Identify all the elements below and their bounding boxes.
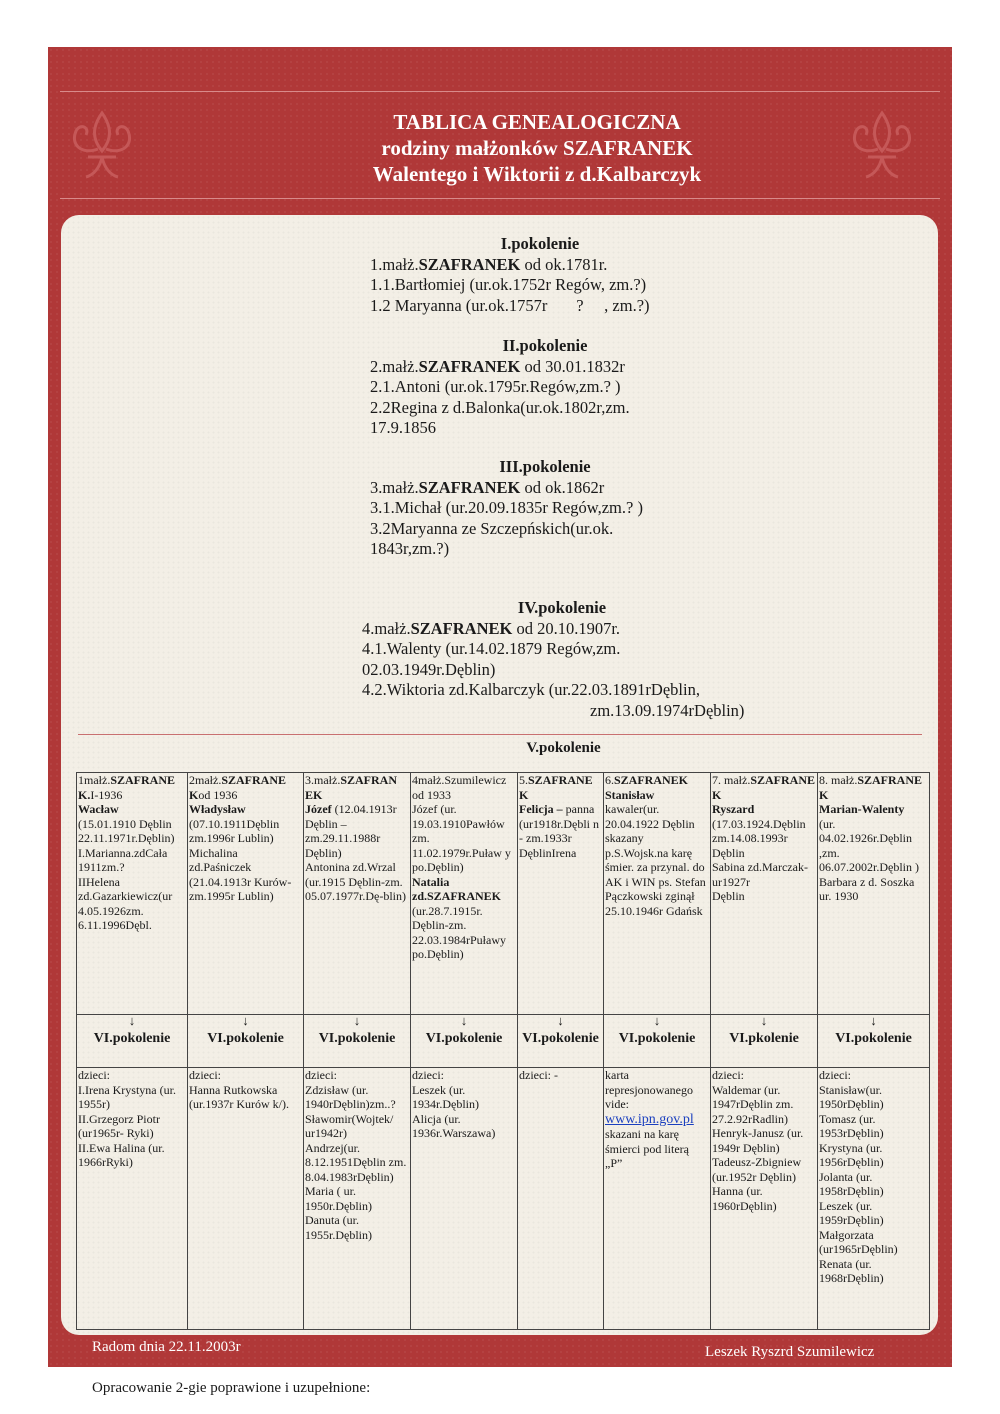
edition-note: Opracowanie 2-gie poprawione i uzupełnione:	[92, 1380, 371, 1396]
generation-6-row	[77, 1068, 930, 1330]
place-date: Radom dnia 22.11.2003r	[92, 1339, 241, 1355]
generation-line: 1843r,zm.?)	[370, 539, 450, 558]
vi-cell: dzieci: Zdzisław (ur. 1940rDęblin)zm..? Sławomir(Wojtek/ ur1942r) Andrzej(ur. 8.12.1951Dęblin zm. 8.04.1983rDęblin) Maria ( ur. 1950r.Dęblin) Danuta (ur. 1955r.Dęblin)	[304, 1068, 411, 1330]
v-cell: 7. małż.SZAFRANE K Ryszard (17.03.1924.Dęblin zm.14.08.1993r Dęblin Sabina zd.Marczak-ur1927r Dęblin	[711, 773, 818, 1015]
down-arrow-icon: ↓	[760, 1014, 768, 1028]
header-bottom-rule	[60, 198, 940, 199]
title-line-3: Walentego i Wiktorii z d.Kalbarczyk	[372, 162, 702, 186]
generation-5-row	[77, 773, 930, 1015]
down-arrow-icon: ↓	[242, 1014, 249, 1028]
generation-line: 2.małż.SZAFRANEK od 30.01.1832r	[370, 356, 625, 376]
section-divider	[78, 734, 922, 735]
generation-1	[370, 234, 670, 316]
generation-line: 3.2Maryanna ze Szczepńskich(ur.ok.	[370, 518, 614, 538]
generation-line: 2.2Regina z d.Balonka(ur.ok.1802r,zm.	[370, 397, 630, 417]
generation-6-heading-row	[77, 1015, 930, 1068]
generation-2	[370, 336, 690, 439]
v-cell: 6.SZAFRANEK Stanisław kawaler(ur. 20.04.1922 Dęblin skazany p.S.Wojsk.na karę śmier. za przynal. do AK i WIN ps. Stefan Pączkowski zginął 25.10.1946r Gdańsk	[604, 773, 711, 1015]
down-arrow-icon: ↓	[653, 1014, 661, 1028]
down-arrow-icon: ↓	[128, 1014, 136, 1028]
vi-cell: dzieci: Leszek (ur. 1934r.Dęblin) Alicja (ur. 1936r.Warszawa)	[411, 1068, 518, 1330]
generation-line: 1.1.Bartłomiej (ur.ok.1752r Regów, zm.?)	[370, 275, 647, 294]
generation-line: 3.1.Michał (ur.20.09.1835r Regów,zm.? )	[370, 498, 643, 517]
down-arrow-icon: ↓	[353, 1014, 361, 1028]
generation-line: 02.03.1949r.Dęblin)	[362, 659, 496, 679]
generation-4	[362, 598, 782, 721]
vi-heading-cell: ↓ VI.pokolenie	[604, 1015, 711, 1068]
generation-line: 4.małż.SZAFRANEK od 20.10.1907r.	[362, 618, 621, 638]
down-arrow-icon: ↓	[870, 1014, 877, 1028]
vi-heading-cell: ↓ VI.pokolenie	[188, 1015, 304, 1068]
vi-cell: dzieci: Hanna Rutkowska (ur.1937r Kurów k/).	[188, 1068, 304, 1330]
vi-cell: dzieci: -	[518, 1068, 604, 1330]
vi-heading-cell: ↓ VI.pokolenie	[518, 1015, 604, 1068]
vi-heading-cell: ↓ VI.pokolenie	[818, 1015, 930, 1068]
generation-heading: I.pokolenie	[500, 234, 580, 253]
vi-cell: dzieci: I.Irena Krystyna (ur. 1955r) II.Grzegorz Piotr (ur1965r- Ryki) II.Ewa Halina (ur. 1966rRyki)	[77, 1068, 188, 1330]
vi-cell[interactable]: karta represjonowanego vide: www.ipn.gov.pl skazani na karę śmierci pod literą „P”	[604, 1068, 711, 1330]
author: Leszek Ryszrd Szumilewicz	[705, 1344, 875, 1360]
generation-5-heading: V.pokolenie	[526, 740, 601, 756]
generation-heading: III.pokolenie	[499, 457, 591, 476]
generation-heading: IV.pokolenie	[517, 598, 607, 617]
generation-line: 1.2 Maryanna (ur.ok.1757r ? , zm.?)	[370, 295, 650, 315]
vi-heading-cell: ↓ VI.pokolenie	[411, 1015, 518, 1068]
vi-heading-cell: ↓ VI.pokolenie	[77, 1015, 188, 1068]
generation-heading: II.pokolenie	[502, 336, 588, 355]
v-cell: 1małż.SZAFRANE K.I-1936 Wacław (15.01.1910 Dęblin 22.11.1971r.Dęblin) I.Marianna.zdCała 1911zm.? IIHelena zd.Gazarkiewicz(ur 4.05.1926zm. 6.11.1996Dębl.	[77, 773, 188, 1015]
title-line-2: rodziny małżonków SZAFRANEK	[381, 136, 693, 160]
v-cell: 2małż.SZAFRANE Kod 1936 Władysław (07.10.1911Dęblin zm.1996r Lublin) Michalina zd.Paśniczek (21.04.1913r Kurów-zm.1995r Lublin)	[188, 773, 304, 1015]
header-top-rule	[60, 91, 940, 92]
generation-line: zm.13.09.1974rDęblin)	[590, 700, 745, 720]
generation-3	[370, 457, 690, 560]
v-cell: 8. małż.SZAFRANE K Marian-Walenty (ur. 04.02.1926r.Dęblin ,zm. 06.07.2002r.Dęblin ) Barbara z d. Soszka ur. 1930	[818, 773, 930, 1015]
title-line-1: TABLICA GENEALOGICZNA	[393, 110, 681, 134]
vi-heading-cell: ↓ VI.pokolenie	[304, 1015, 411, 1068]
vi-cell: dzieci: Stanisław(ur. 1950rDęblin) Tomasz (ur. 1953rDęblin) Krystyna (ur. 1956rDęblin) Jolanta (ur. 1958rDęblin) Leszek (ur. 1959rDęblin) Małgorzata (ur1965rDęblin) Renata (ur. 1968rDęblin)	[818, 1068, 930, 1330]
generation-line: 2.1.Antoni (ur.ok.1795r.Regów,zm.? )	[370, 377, 621, 396]
down-arrow-icon: ↓	[557, 1014, 564, 1028]
family-table	[76, 772, 930, 1330]
generation-line: 1.małż.SZAFRANEK od ok.1781r.	[370, 254, 608, 274]
v-cell: 4małż.Szumilewicz od 1933 Józef (ur. 19.03.1910Pawłów zm. 11.02.1979r.Puław y po.Dęblin) Natalia zd.SZAFRANEK (ur.28.7.1915r. Dęblin-zm. 22.03.1984rPuławy po.Dęblin)	[411, 773, 518, 1015]
v-cell: 5.SZAFRANE K Felicja – panna (ur1918r.Dębli n - zm.1933r DęblinIrena	[518, 773, 604, 1015]
vi-cell: dzieci: Waldemar (ur. 1947rDęblin zm. 27.2.92rRadlin) Henryk-Janusz (ur. 1949r Dęblin) Tadeusz-Zbigniew (ur.1952r Dęblin) Hanna (ur. 1960rDęblin)	[711, 1068, 818, 1330]
generation-line: 4.1.Walenty (ur.14.02.1879 Regów,zm.	[362, 639, 621, 658]
down-arrow-icon: ↓	[460, 1014, 468, 1028]
vi-heading-cell: ↓ VI.pkolenie	[711, 1015, 818, 1068]
generation-line: 3.małż.SZAFRANEK od ok.1862r	[370, 477, 605, 497]
generation-line: 4.2.Wiktoria zd.Kalbarczyk (ur.22.03.1891rDęblin,	[362, 680, 700, 699]
v-cell: 3.małż.SZAFRAN EK Józef (12.04.1913r Dęblin – zm.29.11.1988r Dęblin) Antonina zd.Wrzal (ur.1915 Dęblin-zm. 05.07.1977r.Dę-blin)	[304, 773, 411, 1015]
generation-line: 17.9.1856	[370, 418, 436, 437]
